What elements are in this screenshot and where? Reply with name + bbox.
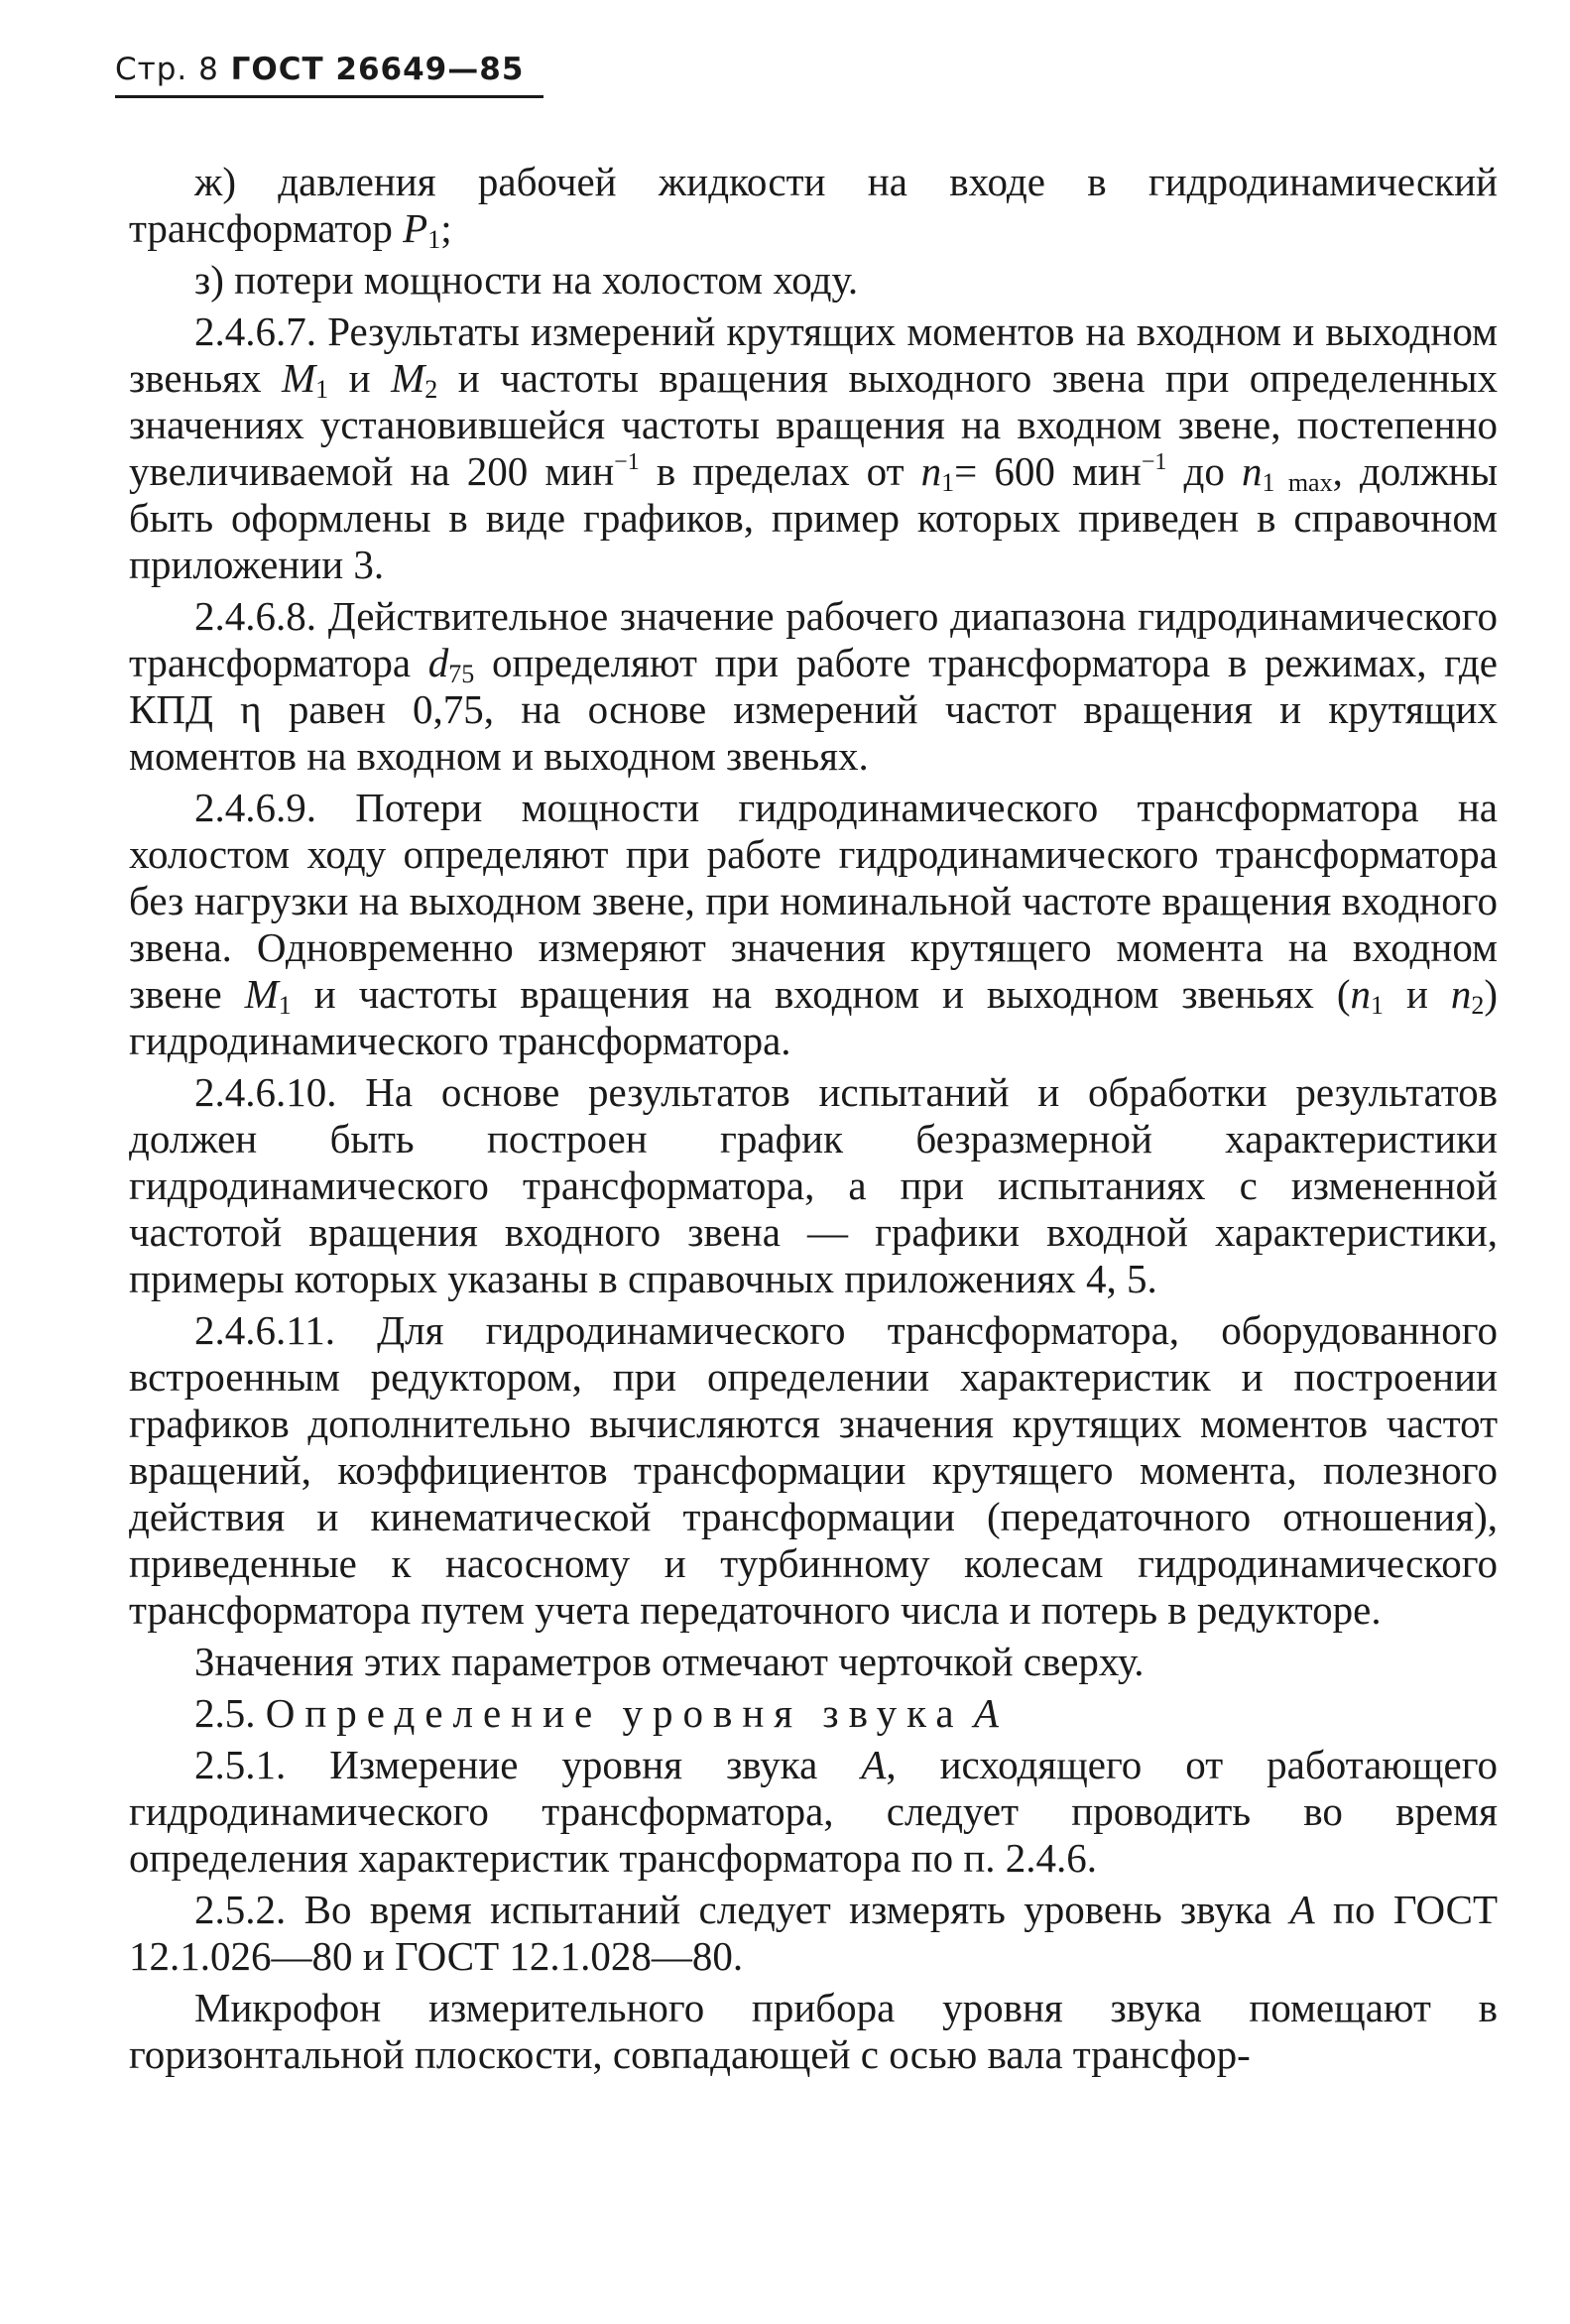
paragraph-2-4-6-7: 2.4.6.7. Результаты измерений крутящих моментов на входном и выходном звеньях $M_1$ и $M_2$ и частоты вращения выходного звена при определенных значениях установившейся частоты вращения на входном звене, постепенно увеличиваемой на 200 мин$^{-1}$ в пределах от $n_1= 600$ мин$^{-1}$ до $n_{1 max}$, должны быть оформлены в виде графиков, пример которых приведен в справочном приложении 3. [129,308,1499,587]
document-body [129,159,1498,2083]
paragraph-2-5-1: 2.5.1. Измерение уровня звука A, исходящего от работающего гидродинамического трансформатора, следует проводить во время определения характеристик трансформатора по п. 2.4.6. [129,1742,1498,1881]
section-heading-2-5: 2.5. Определение уровня звука A [194,1690,999,1736]
paragraph-note: Значения этих параметров отмечают черточкой сверху. [194,1639,1145,1684]
page-header [115,52,543,98]
document-code: ГОСТ 26649—85 [230,52,525,87]
page-number: Стр. 8 [115,52,219,87]
paragraph-2-4-6-10: 2.4.6.10. На основе результатов испытаний и обработки результатов должен быть построен график безразмерной характеристики гидродинамического трансформатора, а при испытаниях с измененной частотой вращения входного звена — графики входной характеристики, примеры которых указаны в справочных приложениях 4, 5. [129,1069,1498,1301]
paragraph-2-4-6-9: 2.4.6.9. Потери мощности гидродинамического трансформатора на холостом ходу определяют при работе гидродинамического трансформатора без нагрузки на выходном звене, при номинальной частоте вращения входного звена. Одновременно измеряют значения крутящего момента на входном звене $M_1$ и частоты вращения на входном и выходном звеньях ($n_1$ и $n_2$) гидродинамического трансформатора. [129,785,1499,1063]
paragraph-2-5-2: 2.5.2. Во время испытаний следует измерять уровень звука A по ГОСТ 12.1.026—80 и ГОСТ 12.1.028—80. [129,1887,1499,1979]
paragraph-2-4-6-11: 2.4.6.11. Для гидродинамического трансформатора, оборудованного встроенным редуктором, при определении характеристик и построении графиков дополнительно вычисляются значения крутящих моментов частот вращений, коэффициентов трансформации крутящего момента, полезного действия и кинематической трансформации (передаточного отношения), приведенные к насосному и турбинному колесам гидродинамического трансформатора путем учета передаточного числа и потерь в редукторе. [129,1307,1498,1633]
paragraph-2-4-6-8: 2.4.6.8. Действительное значение рабочего диапазона гидродинамического трансформатора $d_{75}$ определяют при работе трансформатора в режимах, где КПД η равен 0,75, на основе измерений частот вращения и крутящих моментов на входном и выходном звеньях. [129,593,1499,779]
paragraph-item-zh: ж) давления рабочей жидкости на входе в гидродинамический трансформатор $P_1$; [129,159,1498,254]
paragraph-microphone: Микрофон измерительного прибора уровня звука помещают в горизонтальной плоскости, совпадающей с осью вала трансфор- [129,1985,1498,2077]
paragraph-item-z: з) потери мощности на холостом ходу. [194,257,859,303]
